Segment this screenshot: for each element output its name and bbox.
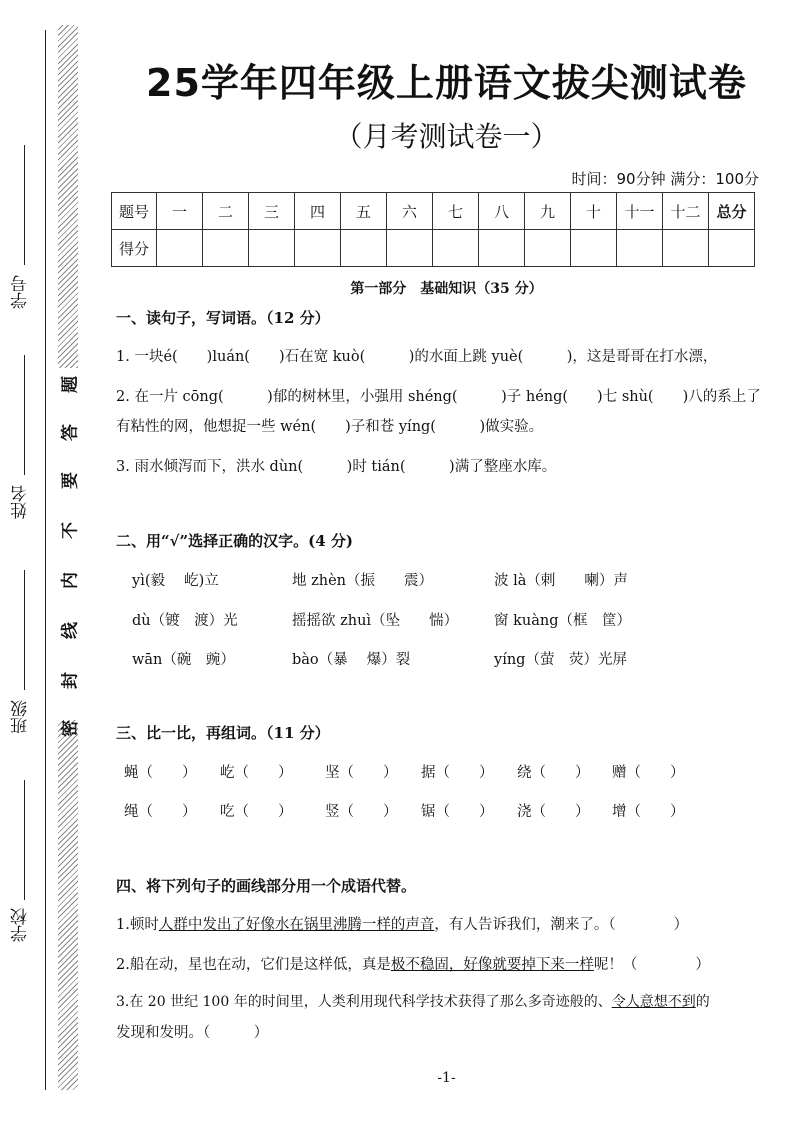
- score-input-cell[interactable]: [249, 230, 295, 267]
- word-item: 绕（ ）: [517, 765, 590, 781]
- choice-item: 摇摇欲 zhuì（坠 惴）: [292, 613, 459, 629]
- class-label: 班级: [11, 700, 31, 734]
- sentence-3-continued: 发现和发明。（ ）: [116, 1025, 269, 1041]
- choice-item: dù（镀 渡）光: [132, 613, 238, 629]
- score-table-score-row: [112, 230, 755, 267]
- underlined-phrase: 极不稳固，好像就要掉下来一样: [390, 957, 594, 973]
- sentence-text: 2.船在动，星也在动，它们是这样低，真是: [116, 957, 391, 973]
- section-title-q3: 三、比一比，再组词。（11 分）: [116, 724, 330, 742]
- class-line: [24, 570, 25, 690]
- binding-warning-char: 内: [60, 572, 81, 589]
- sentence-text: ，有人告诉我们，潮来了。（ ）: [434, 917, 689, 933]
- score-input-cell[interactable]: [571, 230, 617, 267]
- page-number: -1-: [437, 1070, 456, 1086]
- table-cell: 五: [341, 193, 387, 230]
- word-item: 增（ ）: [612, 804, 685, 820]
- sentence-1: [116, 913, 688, 934]
- word-item: 浇（ ）: [517, 804, 590, 820]
- choice-item: 窗 kuàng（框 筐）: [494, 613, 631, 629]
- score-input-cell[interactable]: [387, 230, 433, 267]
- word-item: 屹（ ）: [220, 765, 293, 781]
- score-input-cell[interactable]: [203, 230, 249, 267]
- word-item: 赠（ ）: [612, 765, 685, 781]
- question-line: 有粘性的网，他想捉一些 wén( )子和苍 yíng( )做实验。: [116, 419, 544, 435]
- table-cell: 二: [203, 193, 249, 230]
- table-cell: 总分: [709, 193, 755, 230]
- table-cell: 题号: [112, 193, 157, 230]
- binding-warning-char: 封: [60, 672, 81, 689]
- page-title: 25学年四年级上册语文拔尖测试卷: [146, 61, 747, 105]
- sentence-text: 的: [695, 994, 710, 1010]
- choice-item: yíng（萤 荧）光屏: [494, 652, 627, 668]
- score-input-cell[interactable]: [617, 230, 663, 267]
- word-item: 据（ ）: [421, 765, 494, 781]
- score-input-cell[interactable]: [479, 230, 525, 267]
- school-label: 学校: [11, 908, 31, 942]
- question-line: 2. 在一片 cōng( )郁的树林里，小强用 shéng( )子 héng( )七 shù( )八的系上了: [116, 389, 761, 405]
- question-line: 3. 雨水倾泻而下，洪水 dùn( )时 tián( )满了整座水库。: [116, 459, 557, 475]
- table-cell: 七: [433, 193, 479, 230]
- student-id-label: 学号: [11, 275, 31, 309]
- table-cell: 十一: [617, 193, 663, 230]
- word-item: 锯（ ）: [421, 804, 494, 820]
- choice-item: yì(毅 屹)立: [132, 573, 219, 589]
- word-item: 绳（ ）: [124, 804, 197, 820]
- table-cell: 六: [387, 193, 433, 230]
- score-table-header-row: [112, 193, 755, 230]
- binding-rule: [45, 30, 46, 1090]
- table-cell: 九: [525, 193, 571, 230]
- table-cell: 一: [157, 193, 203, 230]
- sentence-2: [116, 953, 710, 974]
- section-title-q2: 二、用“√”选择正确的汉字。(4 分): [116, 532, 353, 550]
- section-title-q1: 一、读句子，写词语。（12 分）: [116, 309, 330, 327]
- underlined-phrase: 令人意想不到: [611, 994, 696, 1010]
- word-item: 蝇（ ）: [124, 765, 197, 781]
- binding-warning-char: 题: [60, 376, 81, 393]
- choice-item: 波 là（剌 喇）声: [494, 573, 628, 589]
- section-title-q4: 四、将下列句子的画线部分用一个成语代替。: [116, 877, 417, 895]
- word-item: 吃（ ）: [220, 804, 293, 820]
- table-cell: 四: [295, 193, 341, 230]
- score-input-cell[interactable]: [341, 230, 387, 267]
- score-input-cell[interactable]: [709, 230, 755, 267]
- choice-item: bào（暴 爆）裂: [292, 652, 411, 668]
- score-input-cell[interactable]: [663, 230, 709, 267]
- student-id-line: [24, 145, 25, 265]
- word-item: 坚（ ）: [325, 765, 398, 781]
- binding-warning-char: 要: [60, 472, 81, 489]
- score-table: [111, 192, 755, 267]
- underlined-phrase: 人群中发出了好像水在锅里沸腾一样的声音: [158, 917, 435, 933]
- score-input-cell[interactable]: [433, 230, 479, 267]
- table-cell: 十: [571, 193, 617, 230]
- binding-warning-char: 线: [60, 622, 81, 639]
- table-cell: 八: [479, 193, 525, 230]
- time-info: 时间：90分钟 满分：100分: [571, 170, 759, 188]
- school-line: [24, 780, 25, 900]
- table-cell: 三: [249, 193, 295, 230]
- binding-warning-char: 不: [60, 522, 81, 539]
- choice-item: 地 zhèn（振 震）: [292, 573, 434, 589]
- binding-warning-char: 密: [60, 720, 81, 737]
- sentence-text: 呢！（ ）: [593, 957, 710, 973]
- part-title: 第一部分 基础知识（35 分）: [350, 281, 543, 297]
- table-cell: 十二: [663, 193, 709, 230]
- sentence-text: 3.在 20 世纪 100 年的时间里，人类利用现代科学技术获得了那么多奇迹般的、: [116, 994, 612, 1010]
- sentence-3: [116, 991, 710, 1011]
- score-input-cell[interactable]: [295, 230, 341, 267]
- score-input-cell[interactable]: [525, 230, 571, 267]
- binding-warning-char: 答: [60, 424, 81, 441]
- question-line: 1. 一块é( )luán( )石在宽 kuò( )的水面上跳 yuè( )，这是哥哥在打水漂，: [116, 349, 718, 365]
- word-item: 竖（ ）: [325, 804, 398, 820]
- score-input-cell[interactable]: [157, 230, 203, 267]
- sentence-text: 1.顿时: [116, 917, 159, 933]
- name-line: [24, 355, 25, 475]
- choice-item: wān（碗 豌）: [132, 652, 235, 668]
- name-label: 姓名: [11, 485, 31, 519]
- table-cell: 得分: [112, 230, 157, 267]
- page-subtitle: （月考测试卷一）: [334, 120, 559, 153]
